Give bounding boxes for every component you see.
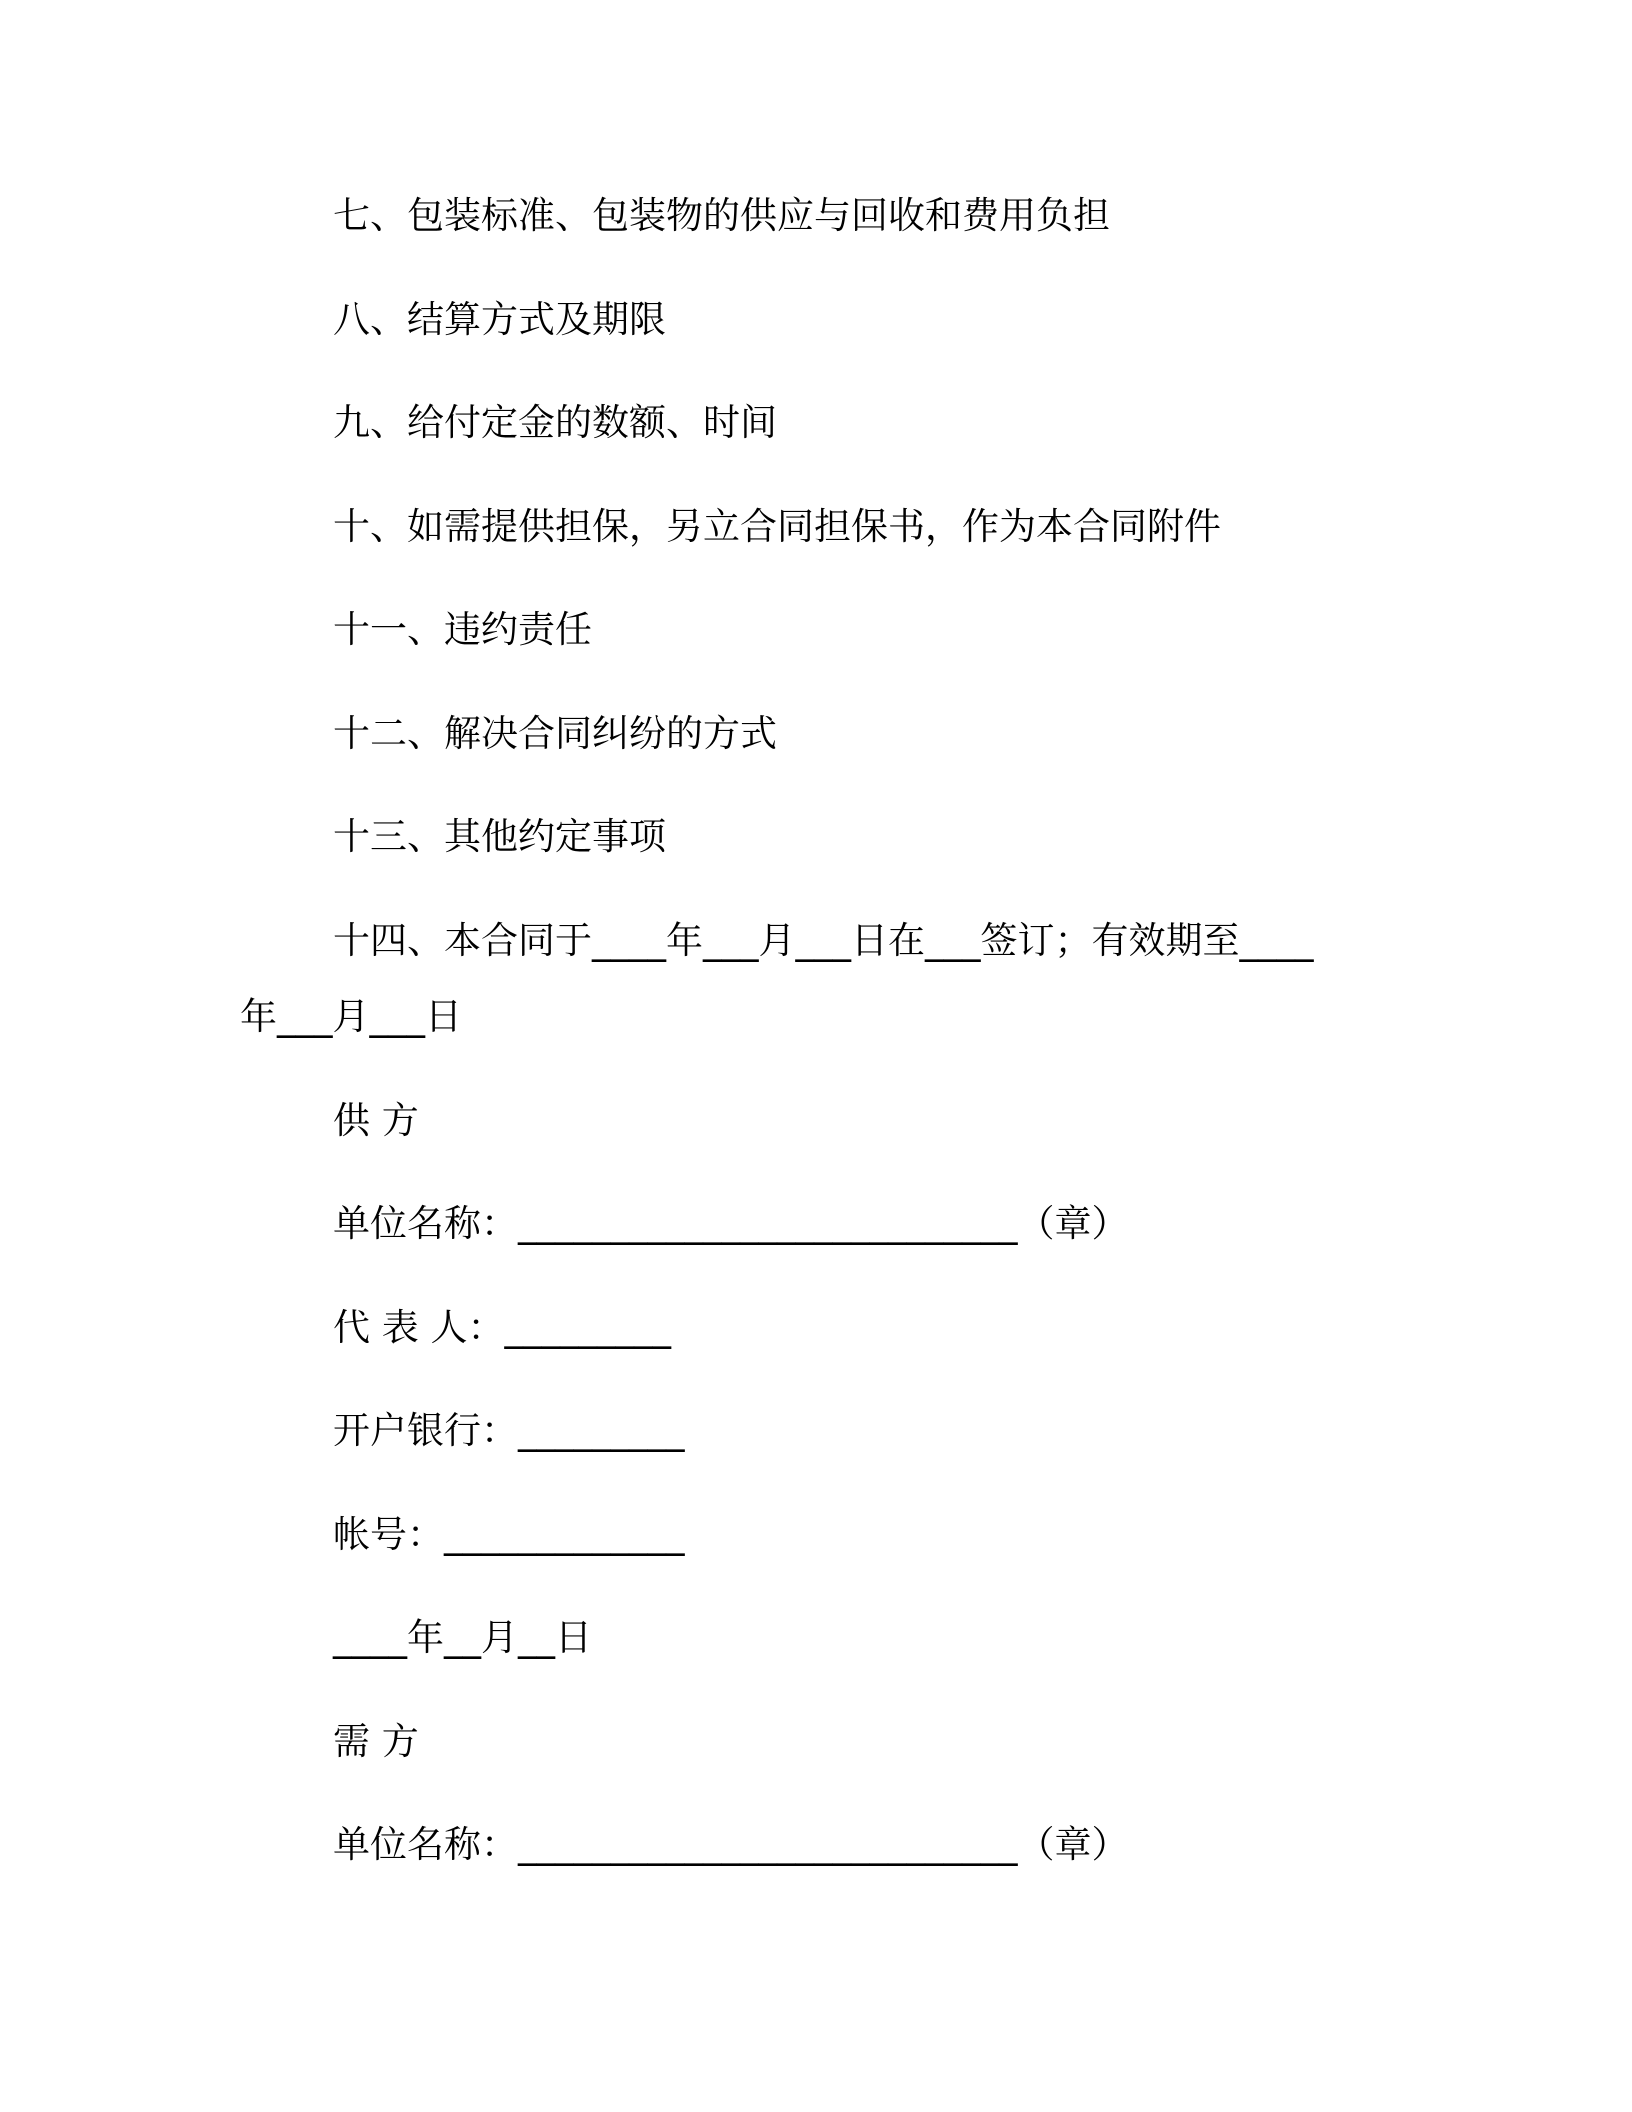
clause-12: 十二、解决合同纠纷的方式 xyxy=(333,712,777,755)
clause-10: 十、如需提供担保，另立合同担保书，作为本合同附件 xyxy=(333,505,1221,548)
clause-7: 七、包装标准、包装物的供应与回收和费用负担 xyxy=(333,194,1110,237)
clause-14: 十四、本合同于____年___月___日在___签订；有效期至____ xyxy=(333,919,1314,962)
supplier-representative: 代 表 人：_________ xyxy=(333,1306,672,1349)
clause-13: 十三、其他约定事项 xyxy=(333,815,666,858)
supplier-bank: 开户银行：_________ xyxy=(333,1409,685,1452)
clause-11: 十一、违约责任 xyxy=(333,608,592,651)
supplier-date: ____年__月__日 xyxy=(333,1616,592,1659)
clause-9: 九、给付定金的数额、时间 xyxy=(333,401,777,444)
buyer-heading: 需 方 xyxy=(333,1720,419,1763)
supplier-heading: 供 方 xyxy=(333,1099,419,1142)
buyer-unit-name: 单位名称：___________________________（章） xyxy=(333,1823,1129,1866)
clause-8: 八、结算方式及期限 xyxy=(333,298,666,341)
supplier-account: 帐号：_____________ xyxy=(333,1513,685,1556)
supplier-unit-name: 单位名称：___________________________（章） xyxy=(333,1202,1129,1245)
clause-14-continuation: 年___月___日 xyxy=(240,995,462,1038)
